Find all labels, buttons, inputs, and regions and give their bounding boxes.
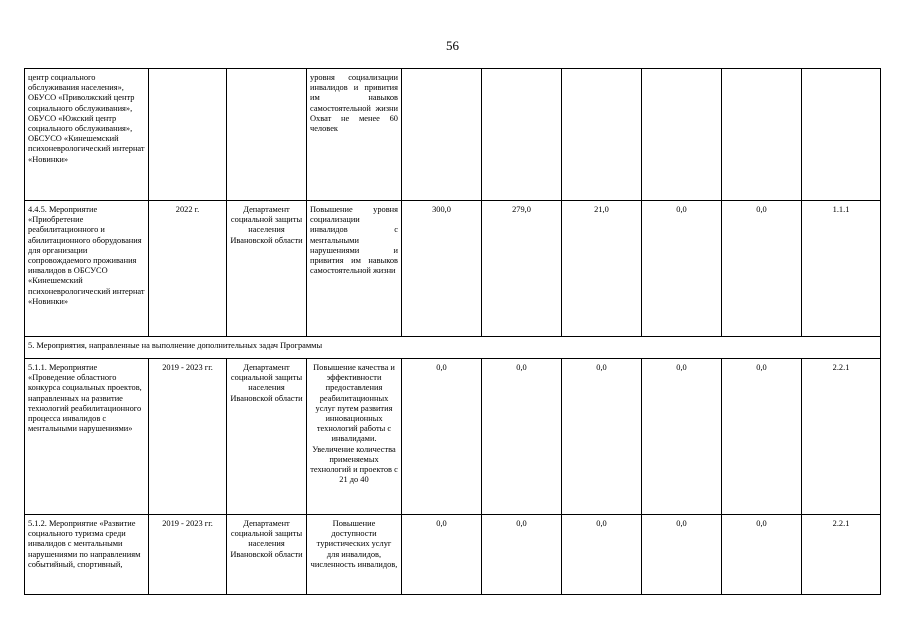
executor-cell [227, 69, 307, 201]
value-cell: 0,0 [642, 359, 722, 515]
activity-name-cell: центр социального обслуживания населения», ОБУСО «Приволжский центр социального обслуживания», ОБУСО «Южский центр социального обслуживания», ОБСУСО «Кинешемский психоневрологический интернат «Новинки» [25, 69, 149, 201]
term-cell [149, 69, 227, 201]
indicator-cell: 1.1.1 [802, 201, 881, 337]
value-cell [642, 69, 722, 201]
result-cell: уровня социализации инвалидов и привития им навыков самостоятельной жизни Охват не менее 60 человек [307, 69, 402, 201]
activity-name-cell: 5.1.2. Мероприятие «Развитие социального туризма среди инвалидов с ментальными нарушениями по направлениям событийный, спортивный, [25, 515, 149, 595]
result-cell: Повышение качества и эффективности предоставления реабилитационных услуг путем развития инновационных технологий работы с инвалидами. Увеличение количества применяемых технологий и проектов с 21 до 40 [307, 359, 402, 515]
section-heading: 5. Мероприятия, направленные на выполнение дополнительных задач Программы [25, 337, 881, 359]
value-cell: 0,0 [722, 201, 802, 337]
activity-name-cell: 5.1.1. Мероприятие «Проведение областного конкурса социальных проектов, направленных на развитие технологий реабилитационного процесса инвалидов с ментальными нарушениями» [25, 359, 149, 515]
value-cell: 0,0 [562, 515, 642, 595]
value-cell: 0,0 [402, 515, 482, 595]
indicator-cell: 2.2.1 [802, 359, 881, 515]
activity-name-cell: 4.4.5. Мероприятие «Приобретение реабилитационного и абилитационного оборудования для организации сопровождаемого проживания инвалидов в ОБСУСО «Кинешемский психоневрологический интернат «Новинки» [25, 201, 149, 337]
result-cell: Повышение доступности туристических услуг для инвалидов, численность инвалидов, [307, 515, 402, 595]
value-cell [722, 69, 802, 201]
table-row [25, 515, 881, 595]
value-cell: 0,0 [482, 359, 562, 515]
table-row [25, 69, 881, 201]
value-cell: 279,0 [482, 201, 562, 337]
executor-cell: Департамент социальной защиты населения Ивановской области [227, 359, 307, 515]
table-row [25, 359, 881, 515]
value-cell: 0,0 [642, 201, 722, 337]
term-cell: 2022 г. [149, 201, 227, 337]
term-cell: 2019 - 2023 гг. [149, 359, 227, 515]
indicator-cell: 2.2.1 [802, 515, 881, 595]
indicator-cell [802, 69, 881, 201]
section-row [25, 337, 881, 359]
program-table [24, 68, 881, 595]
value-cell: 21,0 [562, 201, 642, 337]
value-cell [402, 69, 482, 201]
value-cell [482, 69, 562, 201]
table-row [25, 201, 881, 337]
value-cell: 0,0 [722, 359, 802, 515]
value-cell: 0,0 [642, 515, 722, 595]
value-cell: 0,0 [402, 359, 482, 515]
value-cell: 0,0 [562, 359, 642, 515]
result-cell: Повышение уровня социализации инвалидов с ментальными нарушениями и привития им навыков самостоятельной жизни [307, 201, 402, 337]
executor-cell: Департамент социальной защиты населения Ивановской области [227, 201, 307, 337]
value-cell: 300,0 [402, 201, 482, 337]
page-number: 56 [446, 38, 459, 53]
value-cell [562, 69, 642, 201]
executor-cell: Департамент социальной защиты населения Ивановской области [227, 515, 307, 595]
value-cell: 0,0 [722, 515, 802, 595]
term-cell: 2019 - 2023 гг. [149, 515, 227, 595]
value-cell: 0,0 [482, 515, 562, 595]
